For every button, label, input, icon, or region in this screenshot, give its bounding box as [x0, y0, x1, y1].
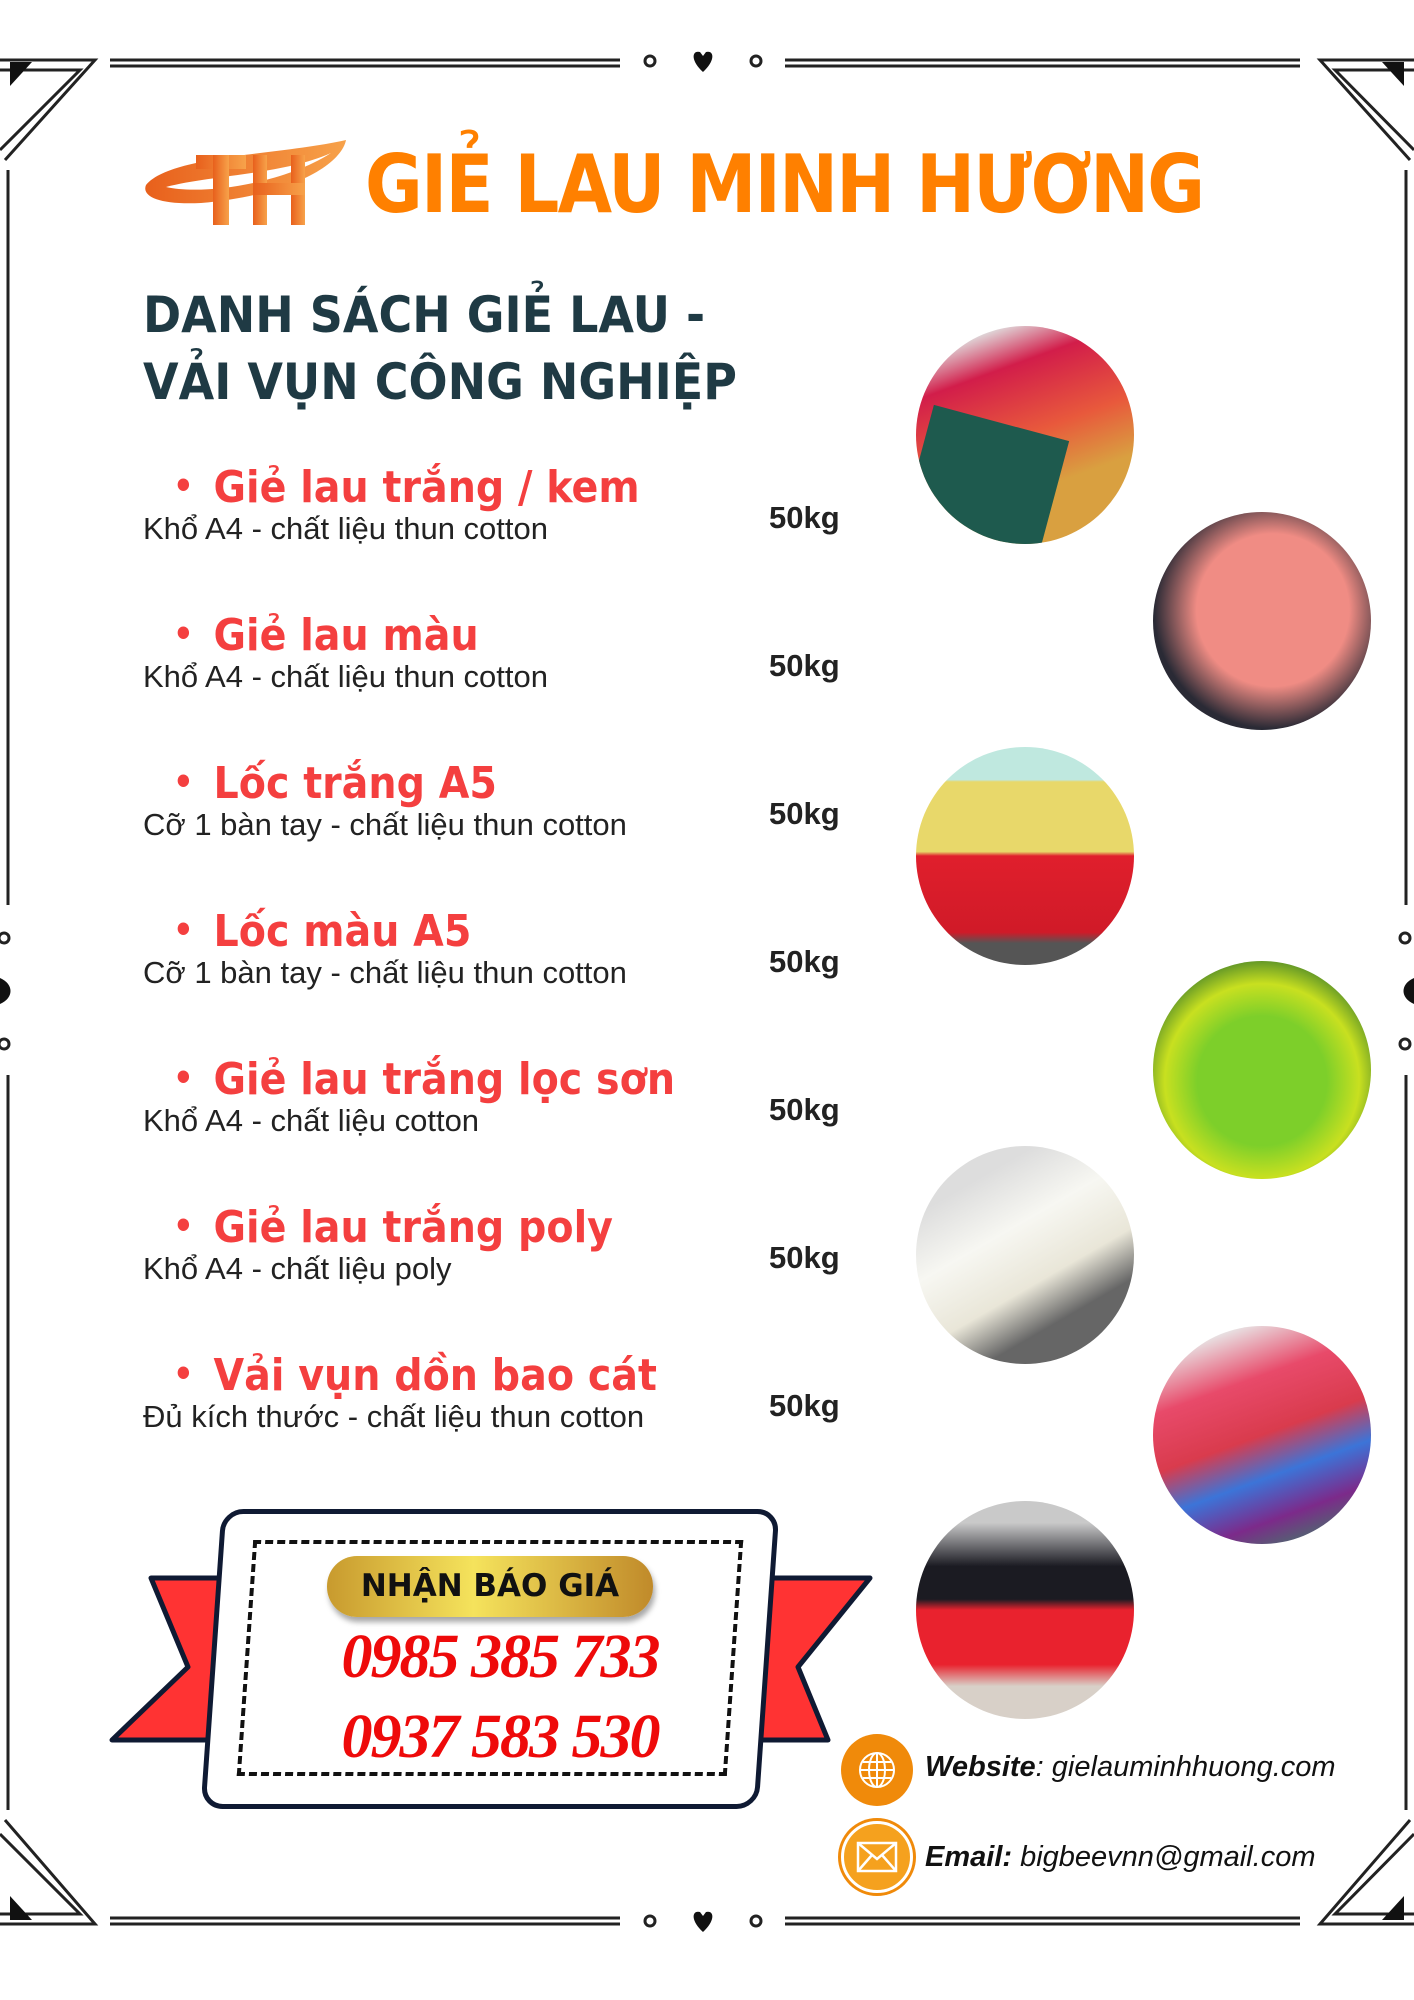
product-item — [143, 610, 843, 695]
product-photo-colored-rags — [916, 326, 1134, 544]
product-weight: 50kg — [769, 1388, 840, 1423]
product-photo-pink-rag — [1153, 512, 1371, 730]
product-title: • Lốc trắng A5 — [173, 758, 776, 809]
product-description: Khổ A4 - chất liệu thun cotton — [143, 511, 548, 546]
product-weight: 50kg — [769, 796, 840, 831]
product-description: Khổ A4 - chất liệu poly — [143, 1251, 452, 1286]
phone-number-1[interactable]: 0985 385 733 — [341, 1623, 659, 1691]
website-link[interactable]: Website: gielauminhhuong.com — [925, 1751, 1336, 1783]
product-weight: 50kg — [769, 1240, 840, 1275]
product-weight: 50kg — [769, 648, 840, 683]
globe-icon — [841, 1734, 913, 1806]
website-url[interactable]: gielauminhhuong.com — [1051, 1751, 1336, 1783]
product-item — [143, 1202, 843, 1287]
email-address[interactable]: bigbeevnn@gmail.com — [1020, 1841, 1316, 1873]
product-description: Cỡ 1 bàn tay - chất liệu thun cotton — [143, 955, 627, 990]
brand-logo — [141, 135, 351, 227]
brand-name: GIẺ LAU MINH HƯƠNG — [365, 138, 1204, 231]
product-title: • Giẻ lau trắng poly — [173, 1202, 776, 1253]
product-item — [143, 1054, 843, 1139]
title-line-2: VẢI VỤN CÔNG NGHIỆP — [143, 353, 737, 411]
quote-button[interactable]: NHẬN BÁO GIÁ — [327, 1556, 653, 1617]
title-line-1: DANH SÁCH GIẺ LAU - — [143, 286, 706, 344]
email-link[interactable] — [925, 1841, 1316, 1874]
product-title: • Giẻ lau trắng lọc sơn — [173, 1054, 776, 1105]
product-photo-sandbag-scraps — [916, 1501, 1134, 1719]
product-title: • Lốc màu A5 — [173, 906, 776, 957]
product-weight: 50kg — [769, 944, 840, 979]
product-title: • Giẻ lau trắng / kem — [173, 462, 776, 513]
product-photo-white-filter-rags — [916, 1146, 1134, 1364]
product-description: Khổ A4 - chất liệu thun cotton — [143, 659, 548, 694]
product-item — [143, 462, 843, 547]
product-weight: 50kg — [769, 500, 840, 535]
product-title: • Giẻ lau màu — [173, 610, 776, 661]
phone-number-2[interactable]: 0937 583 530 — [341, 1703, 659, 1771]
product-item — [143, 906, 843, 991]
product-description: Đủ kích thước - chất liệu thun cotton — [143, 1399, 645, 1434]
mail-icon — [841, 1821, 913, 1893]
product-item — [143, 758, 843, 843]
email-label: Email: — [925, 1841, 1013, 1873]
product-description: Khổ A4 - chất liệu cotton — [143, 1103, 480, 1138]
product-weight: 50kg — [769, 1092, 840, 1127]
product-item — [143, 1350, 843, 1435]
product-title: • Vải vụn dồn bao cát — [173, 1350, 776, 1401]
website-label: Website — [925, 1751, 1036, 1783]
product-photo-colored-pieces — [1153, 961, 1371, 1179]
page-title — [143, 282, 737, 416]
product-description: Cỡ 1 bàn tay - chất liệu thun cotton — [143, 807, 627, 842]
product-photo-white-pieces — [916, 747, 1134, 965]
product-photo-mixed-scraps — [1153, 1326, 1371, 1544]
